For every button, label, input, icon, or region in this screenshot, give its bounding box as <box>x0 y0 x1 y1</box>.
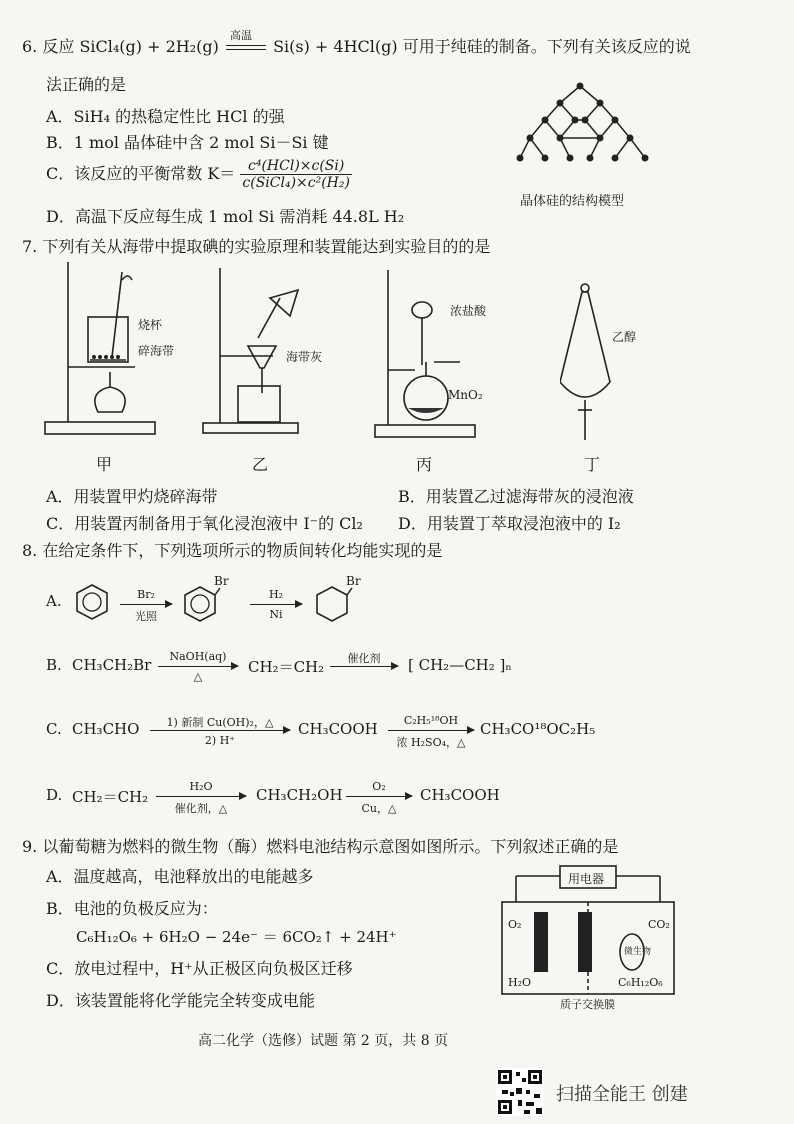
apparatus-bing <box>370 270 480 440</box>
q9-stem: 9. 以葡萄糖为燃料的微生物（酶）燃料电池结构示意图如图所示。下列叙述正确的是 <box>22 837 619 856</box>
q8-d-s3: CH₃COOH <box>420 786 500 804</box>
q8-a-label: A. <box>46 592 62 610</box>
q8-d-label: D. <box>46 786 63 804</box>
benzene-icon <box>72 582 112 622</box>
caption-yi: 乙 <box>252 455 269 474</box>
q8-c-label: C. <box>46 720 62 738</box>
q7-option-c: C．用装置丙制备用于氧化浸泡液中 I⁻的 Cl₂ <box>46 514 363 533</box>
fig-device-label: 用电器 <box>568 872 605 886</box>
q6-option-c: C．该反应的平衡常数 K＝ $\frac{\text{c⁴(HCl)×c(Si)}}{\text{c(SiCl₄)×c²(H₂)}}$ <box>46 158 350 191</box>
q6-option-d: D．高温下反应每生成 1 mol Si 需消耗 44.8L H₂ <box>46 207 405 226</box>
q8-b-label: B. <box>46 656 62 674</box>
qr-code-icon <box>496 1068 544 1116</box>
fig-o2-label: O₂ <box>508 918 522 931</box>
q6-stem-line2: 法正确的是 <box>46 75 127 94</box>
silicon-crystal-model <box>505 78 655 178</box>
q8-a-br2: Br <box>346 574 361 588</box>
q6-stem: 6. 反应 SiCl₄(g) + 2H₂(g) 高温 Si(s) + 4HCl(g) 可用于纯硅的制备。下列有关该反应的说 <box>22 28 691 56</box>
app1-label-beaker: 烧杯 <box>138 318 163 332</box>
q8-b-s2: CH₂＝CH₂ <box>248 658 325 676</box>
q9-option-a: A．温度越高，电池释放出的电能越多 <box>46 867 314 886</box>
caption-bing: 丙 <box>416 455 433 474</box>
page-footer: 高二化学（选修）试题 第 2 页，共 8 页 <box>198 1033 449 1049</box>
app1-label-seaweed: 碎海带 <box>138 344 175 358</box>
app3-label-mno2: MnO₂ <box>448 388 483 402</box>
q8-stem: 8. 在给定条件下，下列选项所示的物质间转化均能实现的是 <box>22 541 443 560</box>
app3-label-hcl: 浓盐酸 <box>450 304 487 318</box>
q7-stem: 7. 下列有关从海带中提取碘的实验原理和装置能达到实验目的的是 <box>22 237 491 256</box>
apparatus-ding <box>560 282 630 442</box>
q9-option-b: B．电池的负极反应为： <box>46 899 218 918</box>
q8-c-s2: CH₃COOH <box>298 720 378 738</box>
q6-option-a: A．SiH₄ 的热稳定性比 HCl 的强 <box>46 107 285 126</box>
app2-label-ash: 海带灰 <box>286 350 323 364</box>
q6-option-b: B．1 mol 晶体硅中含 2 mol Si－Si 键 <box>46 133 329 152</box>
scanner-watermark: 扫描全能王 创建 <box>556 1084 688 1105</box>
q8-b-s1: CH₃CH₂Br <box>72 656 152 674</box>
fig-microbe-label: 微生物 <box>624 947 652 957</box>
fig-co2-label: CO₂ <box>648 918 670 931</box>
app4-label-ethanol: 乙醇 <box>612 330 637 344</box>
caption-ding: 丁 <box>584 455 601 474</box>
q7-option-a: A．用装置甲灼烧碎海带 <box>46 487 218 506</box>
q6-condition: 高温 <box>229 28 252 42</box>
q9-option-c: C．放电过程中，H⁺从正极区向负极区迁移 <box>46 959 353 978</box>
fig-h2o-label: H₂O <box>508 976 532 989</box>
q9-option-d: D．该装置能将化学能完全转变成电能 <box>46 991 315 1010</box>
q8-d-s2: CH₃CH₂OH <box>256 786 343 804</box>
caption-jia: 甲 <box>96 455 113 474</box>
fig-glucose-label: C₆H₁₂O₆ <box>618 976 663 989</box>
crystal-model-caption: 晶体硅的结构模型 <box>520 194 625 209</box>
equilibrium-fraction: $\frac{\text{c⁴(HCl)×c(Si)}}{\text{c(SiCl₄)×c²(H₂)}}$ <box>242 158 350 191</box>
q8-b-s3: [ CH₂—CH₂ ]ₙ <box>408 656 512 674</box>
q7-option-d: D．用装置丁萃取浸泡液中的 I₂ <box>398 514 621 533</box>
q8-c-s3: CH₃CO¹⁸OC₂H₅ <box>480 720 596 738</box>
q8-d-s1: CH₂＝CH₂ <box>72 788 149 806</box>
q9-option-b-equation: C₆H₁₂O₆ + 6H₂O − 24e⁻ ＝ 6CO₂↑ + 24H⁺ <box>76 928 397 946</box>
q7-option-b: B．用装置乙过滤海带灰的浸泡液 <box>398 487 634 506</box>
q8-c-s1: CH₃CHO <box>72 720 140 738</box>
q8-a-br1: Br <box>214 574 229 588</box>
fig-membrane-label: 质子交换膜 <box>560 998 615 1011</box>
